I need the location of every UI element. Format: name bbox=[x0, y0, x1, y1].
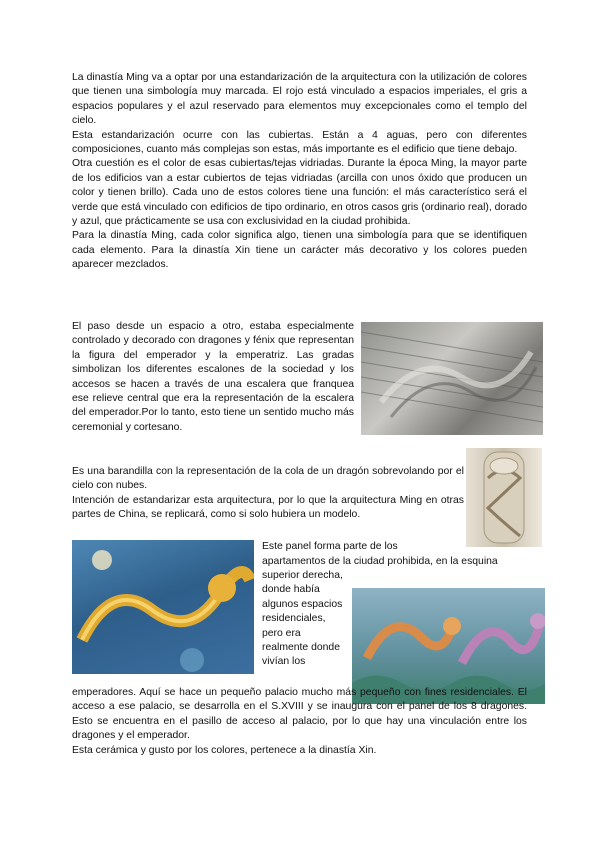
stairs-relief-image bbox=[361, 322, 543, 435]
intro-text bbox=[72, 71, 527, 273]
railing-paragraph-1: Es una barandilla con la representación de la cola de un dragón sobrevolando por el cielo con nubes. bbox=[72, 466, 464, 492]
intro-paragraph-3: Otra cuestión es el color de esas cubiertas/tejas vidriadas. Durante la época Ming, la mayor parte de los edificios van a estar cubiertos de tejas vidriadas (arcilla con unos óxido que producen un color y tienen brillo). Cada uno de estos colores tiene una función: el más característico será el verde que está vinculado con edificios de tipo ordinario, en otros casos gris (ordinario real), dorado y azul, que prácticamente se usa con exclusividad en la ciudad prohibida. bbox=[72, 158, 527, 228]
railing-text bbox=[72, 465, 464, 523]
intro-paragraph-2: Esta estandarización ocurre con las cubiertas. Están a 4 aguas, pero con diferentes composiciones, cuanto más complejas son estas, más importante es el edificio que tiene debajo. bbox=[72, 129, 527, 156]
panel-text-column: superior derecha, donde había algunos espacios residenciales, pero era realmente donde vivían los bbox=[262, 570, 343, 668]
panel-text-line-2: apartamentos de la ciudad prohibida, en la esquina bbox=[262, 556, 498, 567]
blue-dragon-panel-image bbox=[72, 540, 254, 674]
panel-text-line-1: Este panel forma parte de los bbox=[262, 541, 398, 552]
intro-paragraph-1: La dinastía Ming va a optar por una estandarización de la arquitectura con la utilización de colores que tienen una simbología muy marcada. El rojo está vinculado a espacios imperiales, el gris a espacios populares y el azul reservado para elementos muy excepcionales como el templo del cielo. bbox=[72, 72, 527, 127]
panel-paragraph-last: Esta cerámica y gusto por los colores, pertenece a la dinastía Xin. bbox=[72, 744, 377, 756]
railing-paragraph-2: Intención de estandarizar esta arquitectura, por lo que la arquitectura Ming en otras partes de China, se replicará, como si solo hubiera un modelo. bbox=[72, 494, 464, 521]
intro-paragraph-4: Para la dinastía Ming, cada color significa algo, tienen una simbología para que se identifiquen cada elemento. Para la dinastía Xin tiene un carácter más decorativo y los colores pueden aparecer mezclados. bbox=[72, 230, 527, 271]
stairs-text: El paso desde un espacio a otro, estaba especialmente controlado y decorado con dragones y fénix que representan la figura del emperador y la emperatriz. Las gradas simbolizan los diferentes escalones de la sociedad y los accesos se hacen a través de una escalera que franquea ese relieve central que era la representación de la escalera del emperador.Por lo tanto, esto tiene un sentido mucho más ceremonial y cortesano. bbox=[72, 321, 354, 433]
panel-paragraph-rest: emperadores. Aquí se hace un pequeño palacio mucho más pequeño con fines residenciales. El acceso a ese palacio, se desarrolla en el S.XVIII y se inaugura con el panel de los 8 dragones. Esto se encuentra en el pasillo de acceso al palacio, por lo que hay una vinculación entre los dragones y el emperador. bbox=[72, 687, 527, 742]
panel-closing-text bbox=[72, 686, 527, 758]
carved-pillar-image bbox=[466, 448, 542, 547]
